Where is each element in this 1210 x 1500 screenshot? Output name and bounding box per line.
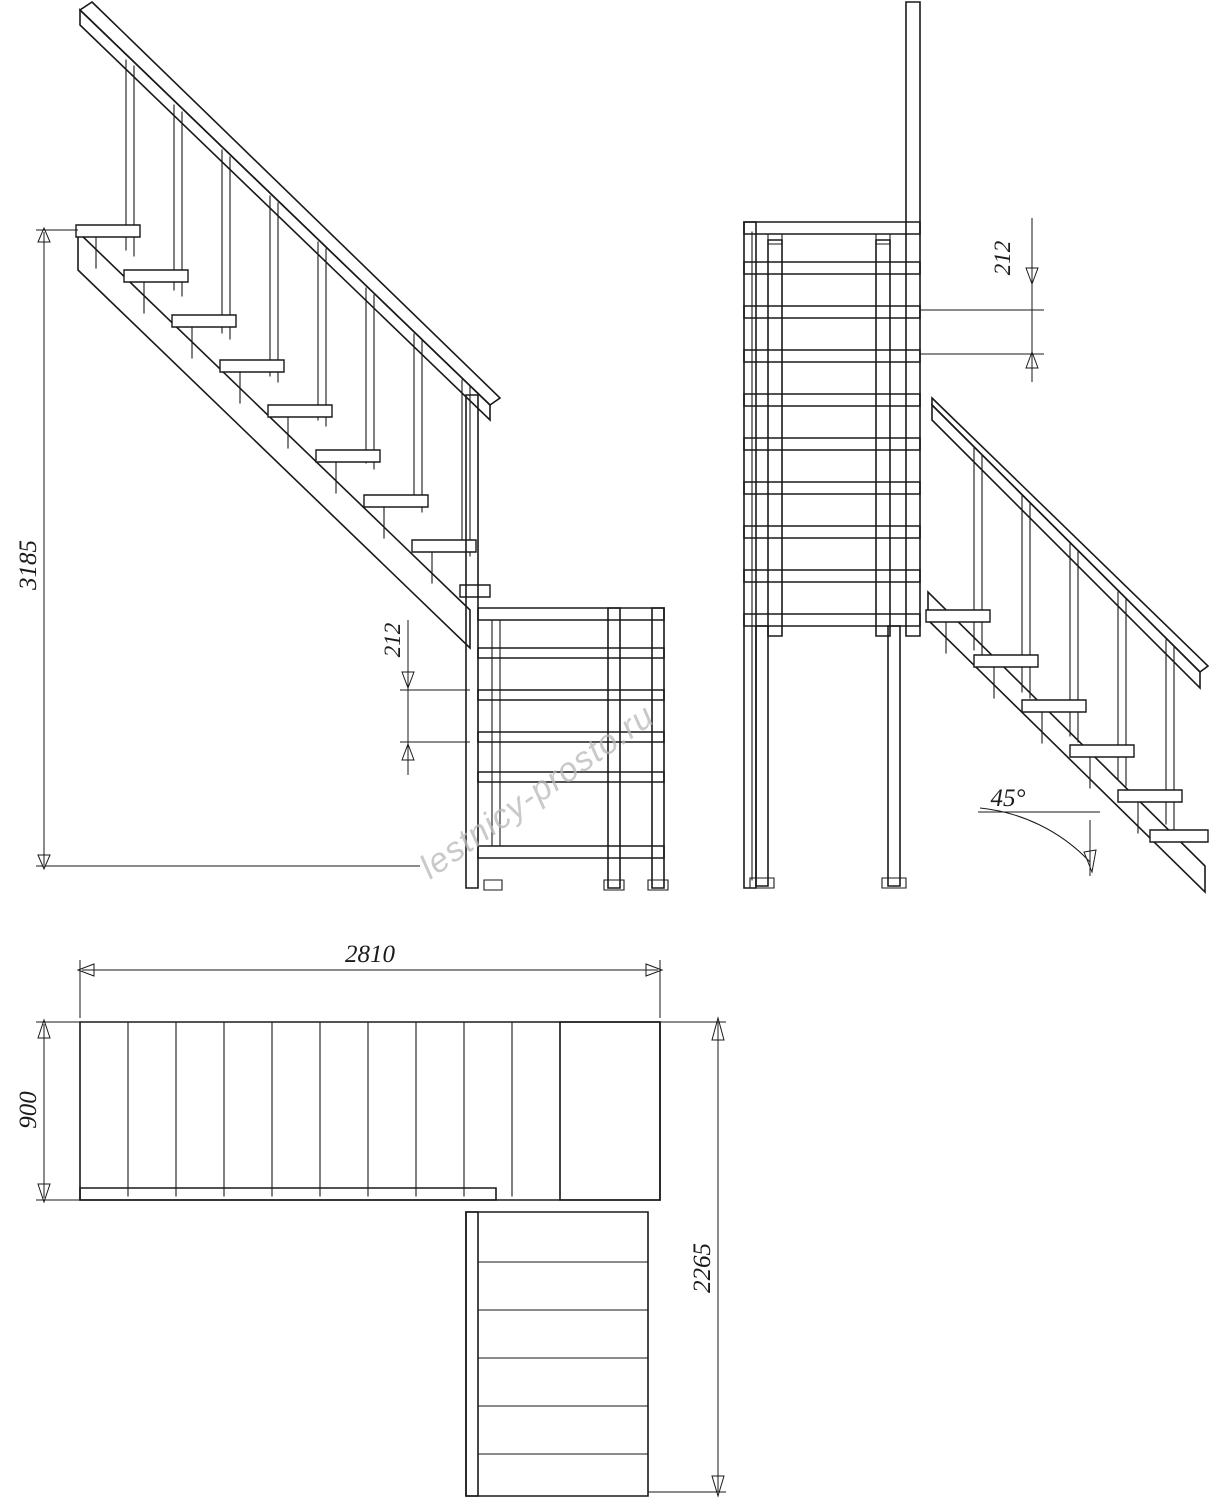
view-plan [15,941,726,1496]
stringer-left [78,232,470,648]
dim-plan-length-label: 2810 [345,941,395,968]
plan-landing [80,1022,660,1200]
top-rail-front [744,222,920,234]
dim-plan-width-label: 900 [15,1091,42,1129]
newel-post-top [906,2,920,636]
dimension-plan-length [78,941,662,1018]
frame-inner-posts [768,234,890,636]
dimension-riser-left [380,620,470,775]
dimension-angle [978,785,1100,876]
support-legs-front [750,626,906,888]
balusters-right-flight [974,448,1174,830]
dim-plan-depth-label: 2265 [689,1243,716,1293]
dimension-plan-width [15,1020,80,1202]
stringer-right [928,592,1205,892]
dim-riser-right-label: 212 [990,240,1015,276]
treads-left [76,225,490,597]
dimension-riser-right [920,218,1044,382]
treads-front [744,262,920,626]
plan-lower-flight [466,1212,648,1496]
frame-left-vertical [744,222,756,888]
handrail-sloping [80,2,500,420]
dim-angle-label: 45° [990,785,1026,812]
dim-riser-left-label: 212 [380,622,405,658]
view-front-elevation [744,2,1208,892]
watermark-text: lestnicy-prosto.ru [412,696,662,887]
dim-total-height-label: 3185 [15,540,42,590]
